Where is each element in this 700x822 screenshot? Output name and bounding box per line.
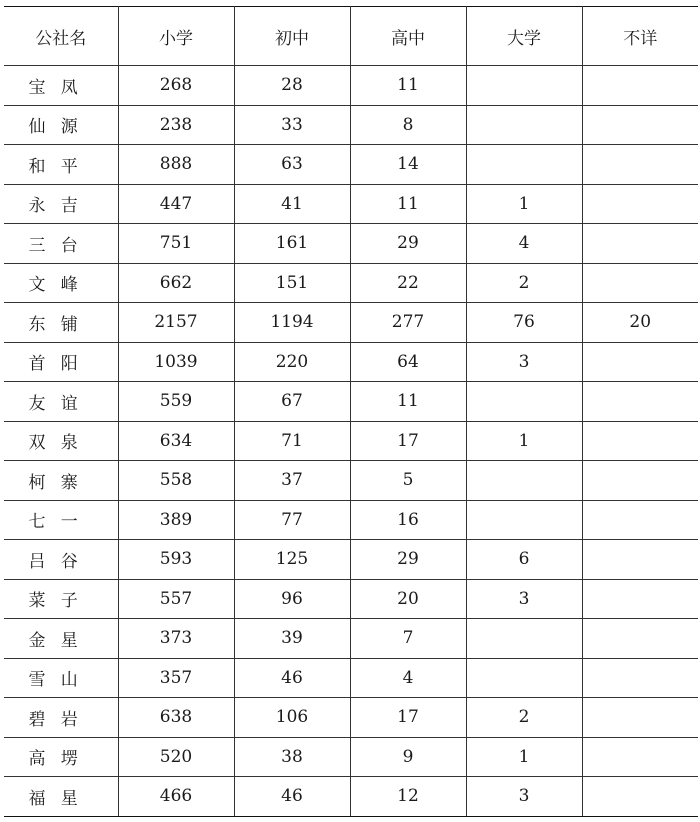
senior-high-cell: 16 bbox=[350, 500, 466, 540]
university-cell bbox=[466, 105, 582, 145]
primary-school-cell: 238 bbox=[118, 105, 234, 145]
senior-high-cell: 11 bbox=[350, 382, 466, 422]
university-cell bbox=[466, 619, 582, 659]
junior-high-cell: 39 bbox=[234, 619, 350, 659]
university-cell bbox=[466, 66, 582, 106]
senior-high-cell: 11 bbox=[350, 66, 466, 106]
unknown-cell bbox=[582, 698, 698, 738]
university-cell: 2 bbox=[466, 263, 582, 303]
junior-high-cell: 77 bbox=[234, 500, 350, 540]
header-unknown: 不详 bbox=[582, 7, 698, 66]
university-cell: 4 bbox=[466, 224, 582, 264]
commune-name-cell: 雪山 bbox=[4, 658, 118, 698]
junior-high-cell: 161 bbox=[234, 224, 350, 264]
primary-school-cell: 638 bbox=[118, 698, 234, 738]
table-row bbox=[4, 263, 698, 303]
unknown-cell bbox=[582, 579, 698, 619]
junior-high-cell: 106 bbox=[234, 698, 350, 738]
commune-name-cell: 和平 bbox=[4, 145, 118, 185]
table-row bbox=[4, 303, 698, 343]
senior-high-cell: 4 bbox=[350, 658, 466, 698]
header-primary-school: 小学 bbox=[118, 7, 234, 66]
unknown-cell bbox=[582, 342, 698, 382]
unknown-cell bbox=[582, 619, 698, 659]
primary-school-cell: 593 bbox=[118, 540, 234, 580]
junior-high-cell: 28 bbox=[234, 66, 350, 106]
junior-high-cell: 46 bbox=[234, 777, 350, 817]
unknown-cell bbox=[582, 658, 698, 698]
commune-name-cell: 双泉 bbox=[4, 421, 118, 461]
university-cell bbox=[466, 382, 582, 422]
junior-high-cell: 151 bbox=[234, 263, 350, 303]
unknown-cell bbox=[582, 105, 698, 145]
senior-high-cell: 29 bbox=[350, 540, 466, 580]
table-row bbox=[4, 737, 698, 777]
university-cell: 1 bbox=[466, 737, 582, 777]
university-cell: 3 bbox=[466, 579, 582, 619]
senior-high-cell: 277 bbox=[350, 303, 466, 343]
senior-high-cell: 11 bbox=[350, 184, 466, 224]
table-row bbox=[4, 184, 698, 224]
commune-name-cell: 宝凤 bbox=[4, 66, 118, 106]
senior-high-cell: 64 bbox=[350, 342, 466, 382]
commune-name-cell: 三台 bbox=[4, 224, 118, 264]
junior-high-cell: 63 bbox=[234, 145, 350, 185]
university-cell: 3 bbox=[466, 342, 582, 382]
header-university: 大学 bbox=[466, 7, 582, 66]
unknown-cell bbox=[582, 421, 698, 461]
primary-school-cell: 559 bbox=[118, 382, 234, 422]
table-row bbox=[4, 66, 698, 106]
commune-name-cell: 吕谷 bbox=[4, 540, 118, 580]
senior-high-cell: 5 bbox=[350, 461, 466, 501]
table-row bbox=[4, 619, 698, 659]
table-row bbox=[4, 540, 698, 580]
unknown-cell bbox=[582, 184, 698, 224]
unknown-cell bbox=[582, 540, 698, 580]
senior-high-cell: 22 bbox=[350, 263, 466, 303]
primary-school-cell: 520 bbox=[118, 737, 234, 777]
university-cell: 3 bbox=[466, 777, 582, 817]
primary-school-cell: 447 bbox=[118, 184, 234, 224]
primary-school-cell: 268 bbox=[118, 66, 234, 106]
table-body bbox=[4, 66, 698, 817]
unknown-cell bbox=[582, 224, 698, 264]
unknown-cell bbox=[582, 777, 698, 817]
unknown-cell bbox=[582, 382, 698, 422]
header-commune-name: 公社名 bbox=[4, 7, 118, 66]
primary-school-cell: 466 bbox=[118, 777, 234, 817]
table-row bbox=[4, 698, 698, 738]
header-junior-high: 初中 bbox=[234, 7, 350, 66]
commune-name-cell: 碧岩 bbox=[4, 698, 118, 738]
primary-school-cell: 373 bbox=[118, 619, 234, 659]
senior-high-cell: 20 bbox=[350, 579, 466, 619]
university-cell: 76 bbox=[466, 303, 582, 343]
university-cell bbox=[466, 461, 582, 501]
university-cell bbox=[466, 658, 582, 698]
junior-high-cell: 1194 bbox=[234, 303, 350, 343]
junior-high-cell: 33 bbox=[234, 105, 350, 145]
junior-high-cell: 125 bbox=[234, 540, 350, 580]
junior-high-cell: 46 bbox=[234, 658, 350, 698]
commune-name-cell: 永吉 bbox=[4, 184, 118, 224]
commune-name-cell: 金星 bbox=[4, 619, 118, 659]
senior-high-cell: 17 bbox=[350, 698, 466, 738]
junior-high-cell: 37 bbox=[234, 461, 350, 501]
junior-high-cell: 220 bbox=[234, 342, 350, 382]
primary-school-cell: 2157 bbox=[118, 303, 234, 343]
table-row bbox=[4, 658, 698, 698]
table-row bbox=[4, 382, 698, 422]
commune-education-table bbox=[4, 6, 698, 817]
university-cell: 2 bbox=[466, 698, 582, 738]
primary-school-cell: 751 bbox=[118, 224, 234, 264]
unknown-cell: 20 bbox=[582, 303, 698, 343]
senior-high-cell: 29 bbox=[350, 224, 466, 264]
senior-high-cell: 12 bbox=[350, 777, 466, 817]
commune-name-cell: 福星 bbox=[4, 777, 118, 817]
commune-name-cell: 仙源 bbox=[4, 105, 118, 145]
senior-high-cell: 7 bbox=[350, 619, 466, 659]
unknown-cell bbox=[582, 145, 698, 185]
university-cell: 1 bbox=[466, 421, 582, 461]
unknown-cell bbox=[582, 500, 698, 540]
primary-school-cell: 1039 bbox=[118, 342, 234, 382]
commune-name-cell: 高塄 bbox=[4, 737, 118, 777]
table-row bbox=[4, 105, 698, 145]
table-row bbox=[4, 421, 698, 461]
commune-name-cell: 柯寨 bbox=[4, 461, 118, 501]
primary-school-cell: 389 bbox=[118, 500, 234, 540]
senior-high-cell: 9 bbox=[350, 737, 466, 777]
junior-high-cell: 96 bbox=[234, 579, 350, 619]
header-row bbox=[4, 7, 698, 66]
table-row bbox=[4, 342, 698, 382]
junior-high-cell: 38 bbox=[234, 737, 350, 777]
commune-name-cell: 首阳 bbox=[4, 342, 118, 382]
primary-school-cell: 557 bbox=[118, 579, 234, 619]
unknown-cell bbox=[582, 461, 698, 501]
table-row bbox=[4, 500, 698, 540]
commune-name-cell: 七一 bbox=[4, 500, 118, 540]
senior-high-cell: 17 bbox=[350, 421, 466, 461]
commune-name-cell: 东铺 bbox=[4, 303, 118, 343]
table-row bbox=[4, 579, 698, 619]
commune-name-cell: 友谊 bbox=[4, 382, 118, 422]
junior-high-cell: 71 bbox=[234, 421, 350, 461]
primary-school-cell: 888 bbox=[118, 145, 234, 185]
commune-name-cell: 菜子 bbox=[4, 579, 118, 619]
university-cell: 1 bbox=[466, 184, 582, 224]
unknown-cell bbox=[582, 737, 698, 777]
primary-school-cell: 357 bbox=[118, 658, 234, 698]
unknown-cell bbox=[582, 66, 698, 106]
junior-high-cell: 67 bbox=[234, 382, 350, 422]
commune-name-cell: 文峰 bbox=[4, 263, 118, 303]
primary-school-cell: 558 bbox=[118, 461, 234, 501]
university-cell: 6 bbox=[466, 540, 582, 580]
university-cell bbox=[466, 145, 582, 185]
junior-high-cell: 41 bbox=[234, 184, 350, 224]
primary-school-cell: 634 bbox=[118, 421, 234, 461]
table-row bbox=[4, 461, 698, 501]
header-senior-high: 高中 bbox=[350, 7, 466, 66]
senior-high-cell: 14 bbox=[350, 145, 466, 185]
table-row bbox=[4, 145, 698, 185]
primary-school-cell: 662 bbox=[118, 263, 234, 303]
unknown-cell bbox=[582, 263, 698, 303]
university-cell bbox=[466, 500, 582, 540]
table-row bbox=[4, 777, 698, 817]
senior-high-cell: 8 bbox=[350, 105, 466, 145]
table-row bbox=[4, 224, 698, 264]
